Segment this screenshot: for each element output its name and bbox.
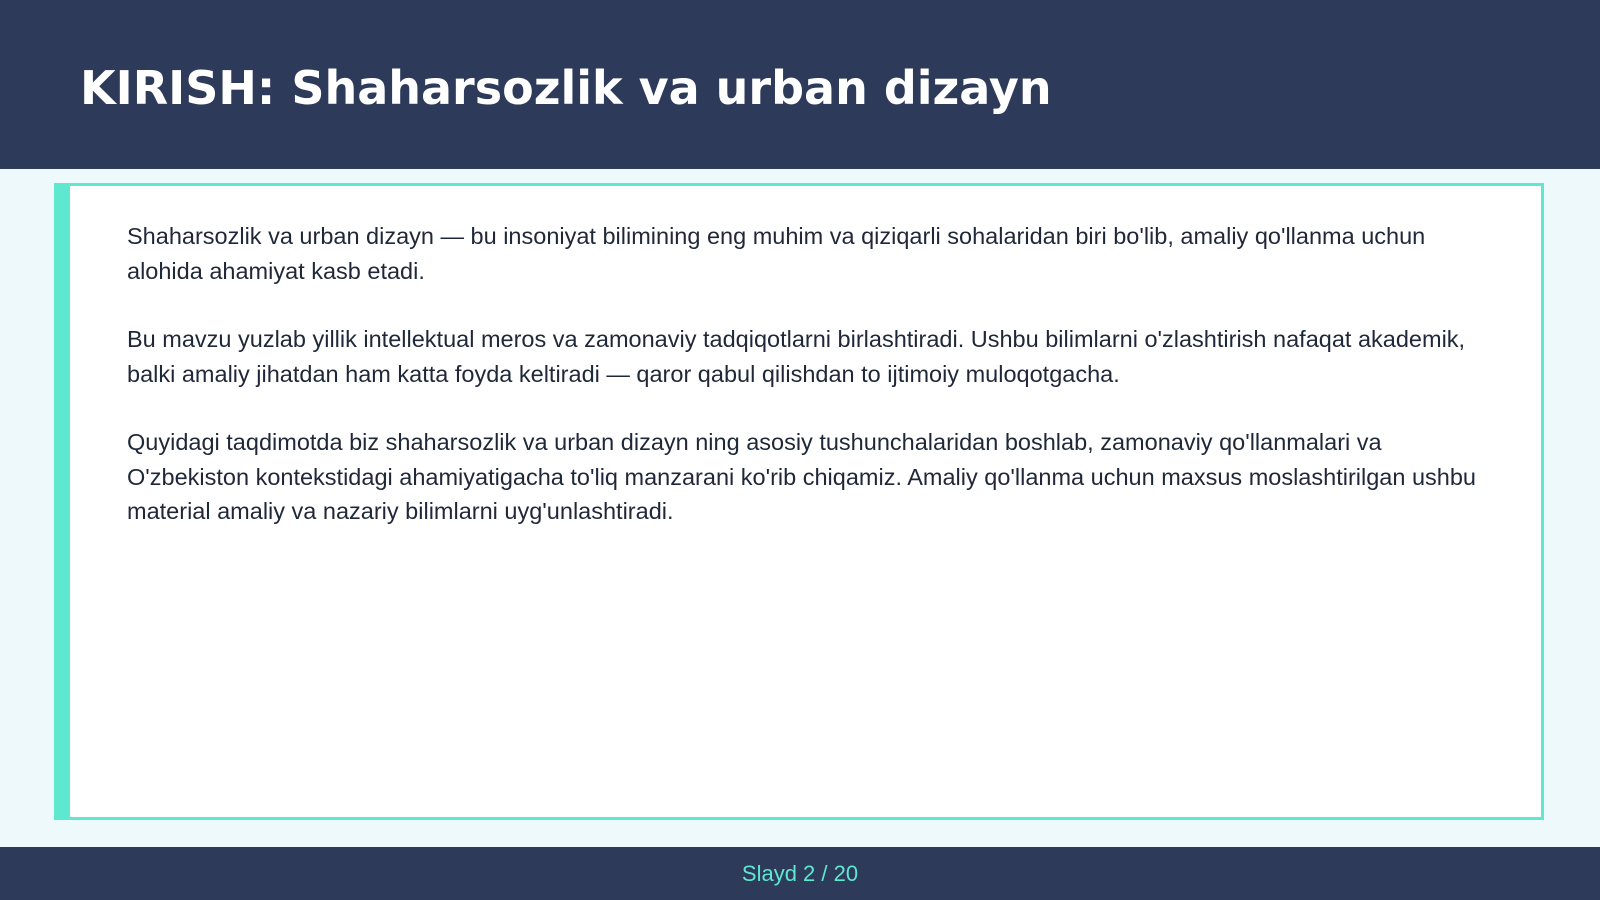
content-body: [127, 219, 1507, 563]
content-card: [54, 183, 1544, 820]
slide-header: [0, 0, 1600, 169]
paragraph-1: Shaharsozlik va urban dizayn — bu insoniyat bilimining eng muhim va qiziqarli sohalaridan biri bo'lib, amaliy qo'llanma uchun alohida ahamiyat kasb etadi.: [127, 223, 1426, 284]
paragraph-2: Bu mavzu yuzlab yillik intellektual meros va zamonaviy tadqiqotlarni birlashtiradi. Ushbu bilimlarni o'zlashtirish nafaqat akademik, balki amaliy jihatdan ham katta foyda keltiradi — qaror qabul qilishdan to ijtimoiy muloqotgacha.: [127, 326, 1466, 387]
slide-title: KIRISH: Shaharsozlik va urban dizayn: [80, 61, 1052, 115]
slide-footer: [0, 847, 1600, 900]
paragraph-3: Quyidagi taqdimotda biz shaharsozlik va urban dizayn ning asosiy tushunchalaridan boshlab, zamonaviy qo'llanmalari va O'zbekiston kontekstidagi ahamiyatigacha to'liq manzarani ko'rib chiqamiz. Amaliy qo'llanma uchun maxsus moslashtirilgan ushbu material amaliy va nazariy bilimlarni uyg'unlashtiradi.: [127, 429, 1476, 524]
slide-counter: Slayd 2 / 20: [741, 861, 859, 886]
